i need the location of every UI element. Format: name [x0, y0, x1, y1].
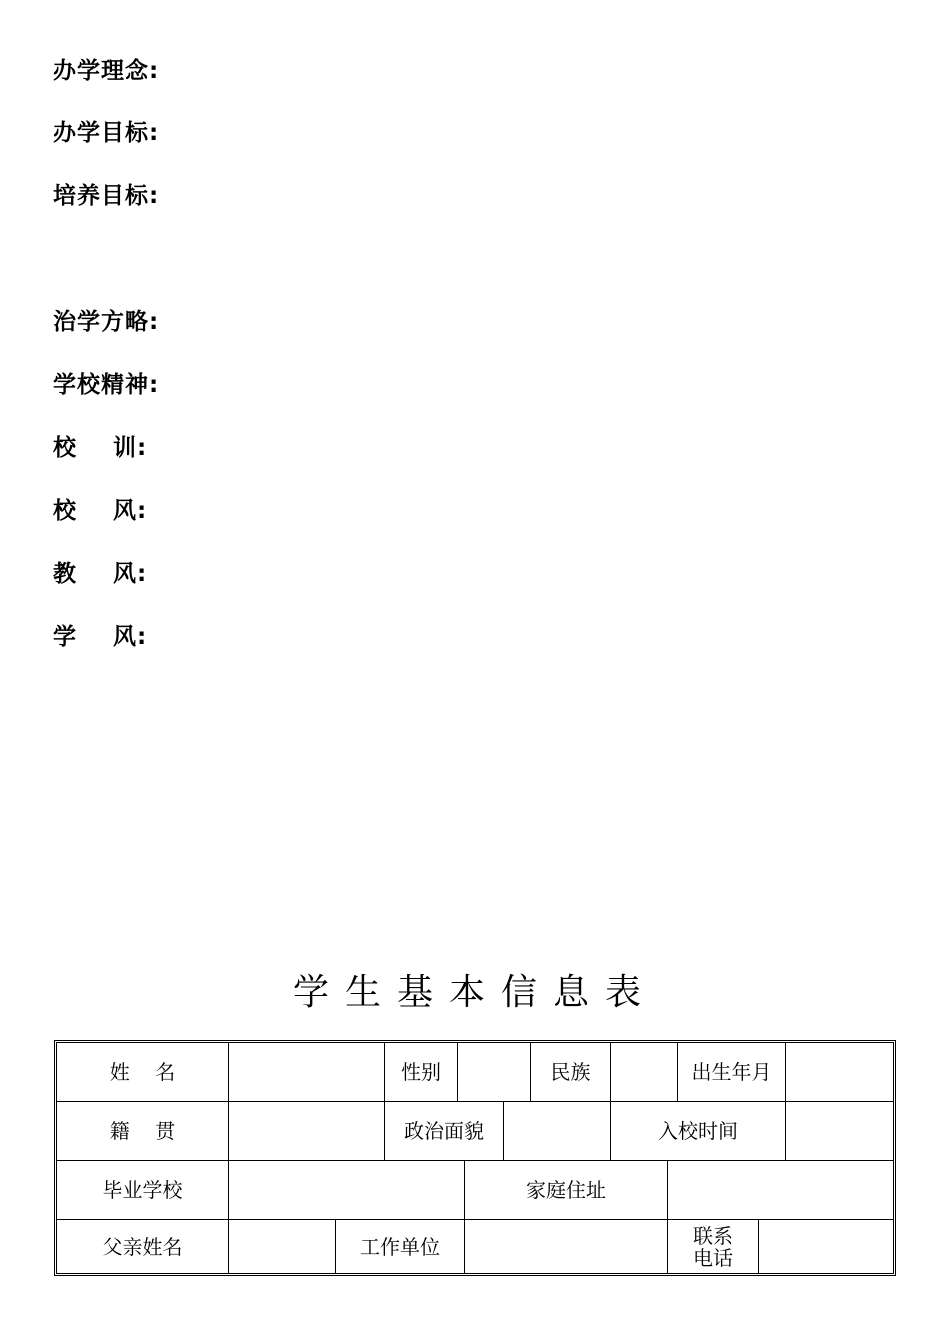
work-unit-label: 工作单位 [336, 1220, 465, 1273]
birth-date-label: 出生年月 [678, 1043, 786, 1101]
home-address-value-cell[interactable] [668, 1161, 893, 1219]
political-status-label: 政治面貌 [385, 1102, 504, 1160]
motto-spirit-label: 学校精神: [53, 372, 160, 398]
motto-training-goal-label: 培养目标: [53, 183, 160, 209]
table-row [57, 1161, 893, 1220]
motto-learning-ethos-label: 学 风: [53, 624, 148, 650]
native-place-label: 籍 贯 [57, 1102, 229, 1160]
father-name-value-cell[interactable] [229, 1220, 336, 1273]
graduated-school-value-cell[interactable] [229, 1161, 465, 1219]
home-address-label: 家庭住址 [465, 1161, 668, 1219]
enrollment-date-value-cell[interactable] [786, 1102, 893, 1160]
ethnicity-value-cell[interactable] [611, 1043, 678, 1101]
motto-school-ethos-label: 校 风: [53, 498, 148, 524]
graduated-school-label: 毕业学校 [57, 1161, 229, 1219]
native-place-value-cell[interactable] [229, 1102, 385, 1160]
name-label: 姓 名 [57, 1043, 229, 1101]
work-unit-value-cell[interactable] [465, 1220, 668, 1273]
motto-philosophy-label: 办学理念: [53, 58, 160, 84]
political-status-value-cell[interactable] [504, 1102, 611, 1160]
table-row [57, 1102, 893, 1161]
enrollment-date-label: 入校时间 [611, 1102, 786, 1160]
motto-school-motto-label: 校 训: [53, 435, 148, 461]
gender-label: 性别 [385, 1043, 458, 1101]
motto-goal-label: 办学目标: [53, 120, 160, 146]
motto-strategy-label: 治学方略: [53, 309, 160, 335]
contact-phone-label: 联系 电话 [668, 1220, 759, 1273]
gender-value-cell[interactable] [458, 1043, 531, 1101]
contact-phone-value-cell[interactable] [759, 1220, 893, 1273]
student-info-table [54, 1040, 896, 1276]
motto-teaching-ethos-label: 教 风: [53, 561, 148, 587]
birth-date-value-cell[interactable] [786, 1043, 893, 1101]
ethnicity-label: 民族 [531, 1043, 611, 1101]
father-name-label: 父亲姓名 [57, 1220, 229, 1273]
form-title: 学生基本信息表 [292, 972, 657, 1013]
table-row [57, 1043, 893, 1102]
name-value-cell[interactable] [229, 1043, 385, 1101]
table-row [57, 1220, 893, 1273]
